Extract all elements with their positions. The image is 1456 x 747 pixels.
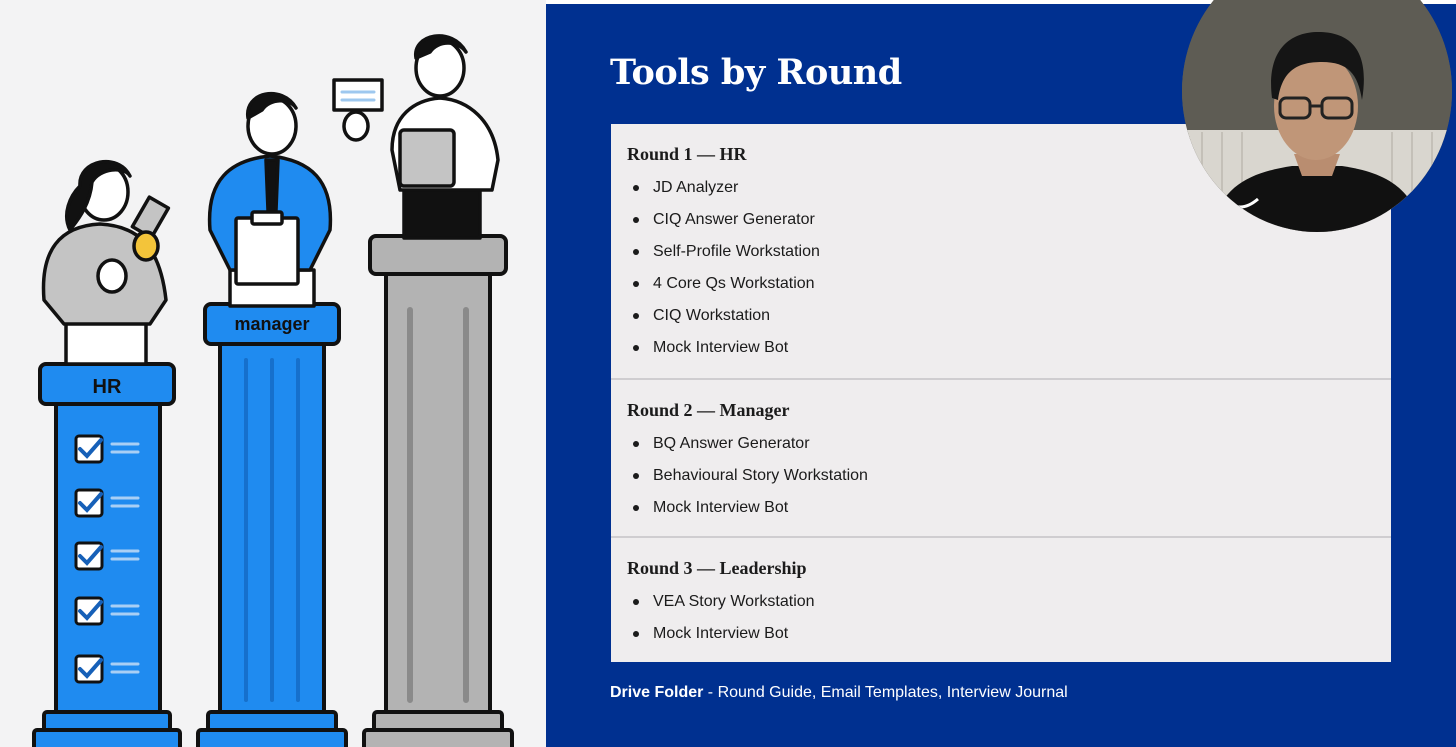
drive-folder-label: Drive Folder xyxy=(610,684,704,701)
tool-list xyxy=(633,434,868,530)
round-section-manager xyxy=(611,380,1391,538)
tool-name: Self-Profile Workstation xyxy=(653,243,820,260)
drive-folder-note xyxy=(610,684,1068,702)
bullet-icon xyxy=(633,249,639,255)
pillars-drawing xyxy=(0,0,546,747)
pillars-illustration xyxy=(0,0,546,747)
list-item xyxy=(633,624,815,656)
tool-name: 4 Core Qs Workstation xyxy=(653,275,815,292)
tool-name: Mock Interview Bot xyxy=(653,339,789,356)
bullet-icon xyxy=(633,599,639,605)
tool-name: BQ Answer Generator xyxy=(653,435,810,452)
list-item xyxy=(633,466,868,498)
drive-folder-contents: - Round Guide, Email Templates, Interview Journal xyxy=(703,684,1068,701)
list-item xyxy=(633,274,820,306)
tool-name: CIQ Workstation xyxy=(653,307,771,324)
bullet-icon xyxy=(633,345,639,351)
bullet-icon xyxy=(633,281,639,287)
leadership-person xyxy=(334,36,498,238)
tool-name: VEA Story Workstation xyxy=(653,593,815,610)
bullet-icon xyxy=(633,631,639,637)
round-title: Round 1 — HR xyxy=(627,144,747,164)
bullet-icon xyxy=(633,313,639,319)
bullet-icon xyxy=(633,473,639,479)
manager-person xyxy=(210,94,331,306)
tool-name: Behavioural Story Workstation xyxy=(653,467,868,484)
presenter-video xyxy=(1182,0,1452,232)
list-item xyxy=(633,210,820,242)
leadership-pillar-column xyxy=(386,272,490,720)
tool-name: Mock Interview Bot xyxy=(653,499,789,516)
round-title: Round 3 — Leadership xyxy=(627,558,807,578)
tool-list xyxy=(633,178,820,370)
tool-list xyxy=(633,592,815,656)
list-item xyxy=(633,338,820,370)
list-item xyxy=(633,498,868,530)
hr-pillar-label: HR xyxy=(92,376,122,398)
round-title: Round 2 — Manager xyxy=(627,400,790,420)
list-item xyxy=(633,306,820,338)
tool-name: CIQ Answer Generator xyxy=(653,211,815,228)
list-item xyxy=(633,178,820,210)
tool-name: Mock Interview Bot xyxy=(653,625,789,642)
slide-title: Tools by Round xyxy=(610,52,902,93)
manager-pillar-label: manager xyxy=(234,314,310,334)
tool-name: JD Analyzer xyxy=(653,179,739,196)
bullet-icon xyxy=(633,217,639,223)
bullet-icon xyxy=(633,505,639,511)
leadership-pillar-cap xyxy=(370,236,506,274)
list-item xyxy=(633,242,820,274)
hr-pillar-column xyxy=(56,400,160,720)
hr-person xyxy=(43,162,168,364)
list-item xyxy=(633,592,815,624)
list-item xyxy=(633,434,868,466)
round-section-leadership xyxy=(611,538,1391,662)
webcam-feed[interactable] xyxy=(1182,0,1452,232)
bullet-icon xyxy=(633,185,639,191)
bullet-icon xyxy=(633,441,639,447)
